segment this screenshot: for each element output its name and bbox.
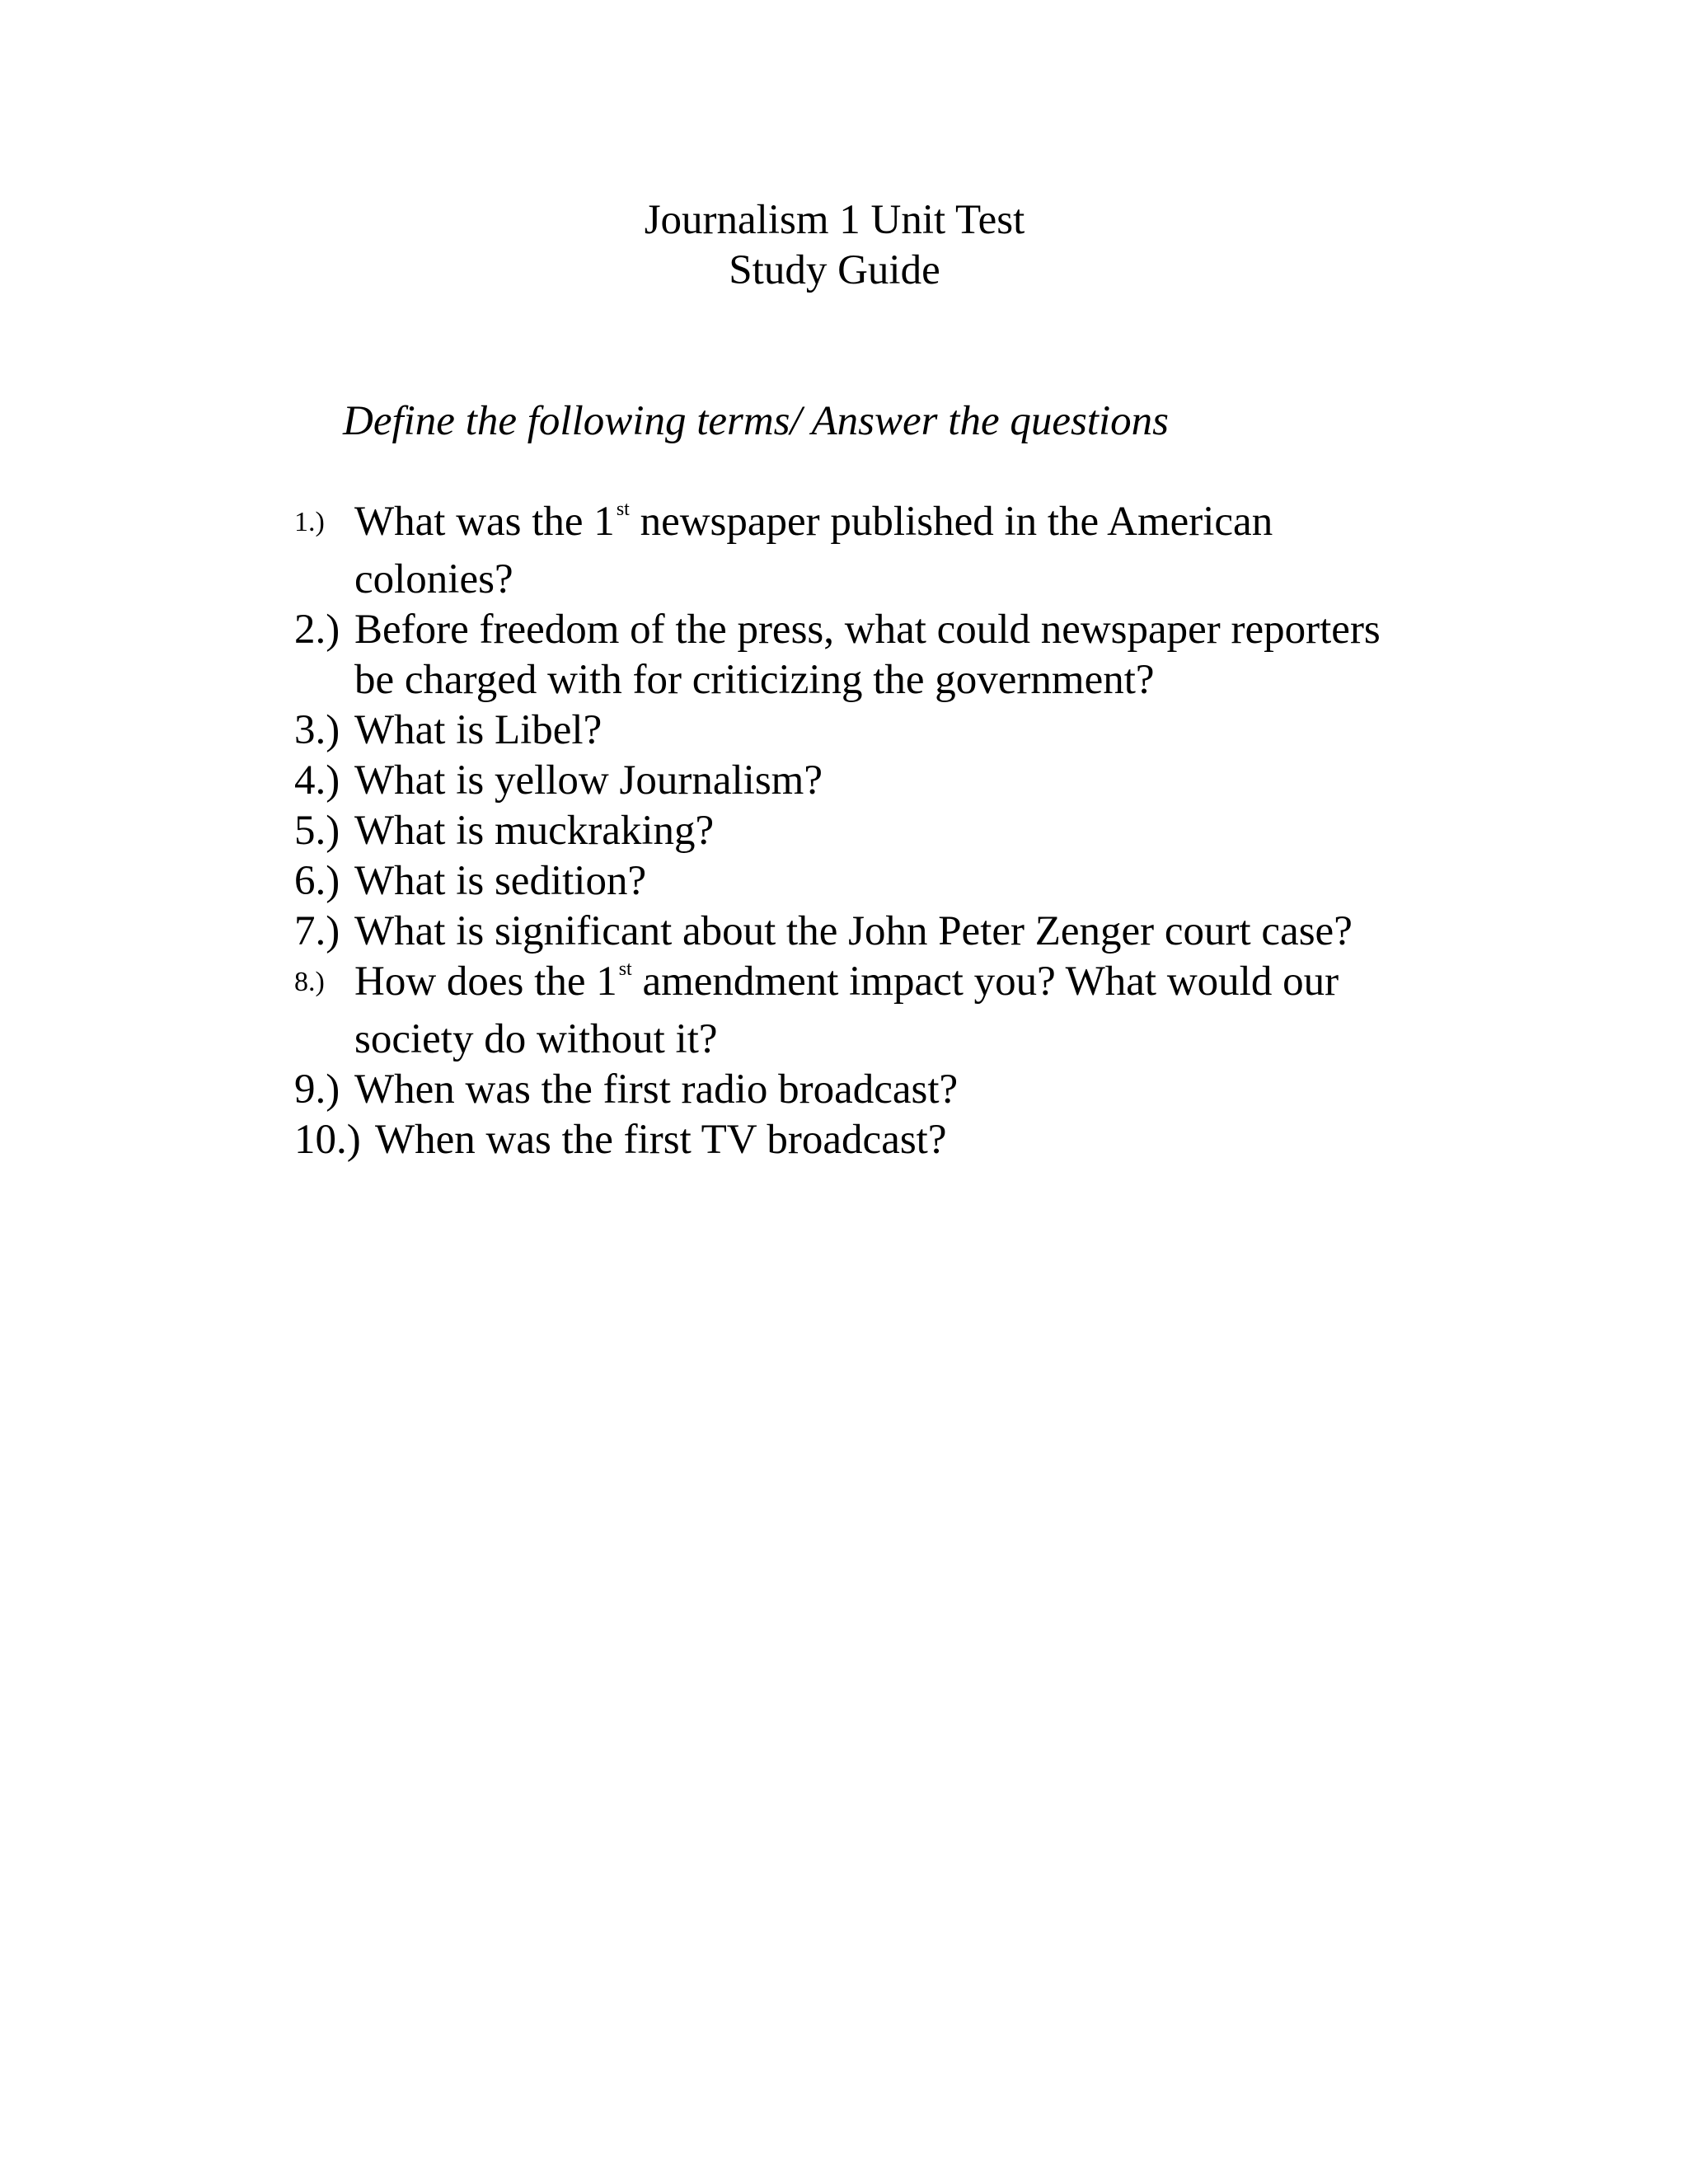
question-number: 2.): [294, 607, 340, 653]
question-text-line: What is sedition?: [354, 858, 647, 904]
question-number: 7.): [294, 908, 340, 954]
document-subtitle: Study Guide: [729, 247, 940, 293]
document-header: [0, 195, 1669, 296]
question-text-line: What is significant about the John Peter Zenger court case?: [354, 908, 1353, 954]
question-text-line: colonies?: [354, 556, 513, 602]
question-item-2: [294, 605, 1514, 705]
question-item-4: [294, 756, 1514, 806]
question-text-line: What is muckraking?: [354, 808, 715, 854]
question-item-9: [294, 1065, 1514, 1115]
question-number: 9.): [294, 1066, 340, 1113]
question-text-line: When was the first radio broadcast?: [354, 1066, 959, 1113]
question-text-line: How does the 1st amendment impact you? What would our: [354, 958, 1339, 1005]
question-number: 10.): [294, 1117, 361, 1163]
question-text-line: When was the first TV broadcast?: [375, 1117, 947, 1163]
ordinal-suffix: st: [618, 958, 632, 980]
instructions: Define the following terms/ Answer the questions: [343, 398, 1169, 444]
question-number: 1.): [294, 507, 325, 537]
question-text-line: What is yellow Journalism?: [354, 757, 823, 804]
question-number: 4.): [294, 757, 340, 804]
ordinal-suffix: st: [616, 499, 630, 520]
question-item-3: [294, 705, 1514, 756]
question-item-7: [294, 907, 1514, 957]
document-title: Journalism 1 Unit Test: [644, 197, 1025, 243]
question-number: 8.): [294, 967, 325, 997]
question-text-line: What is Libel?: [354, 707, 603, 753]
question-text-line: What was the 1st newspaper published in the American: [354, 499, 1273, 545]
question-text-line: be charged with for criticizing the government?: [354, 657, 1155, 703]
question-item-1: [294, 497, 1514, 605]
question-number: 6.): [294, 858, 340, 904]
question-item-6: [294, 856, 1514, 907]
question-text-line: Before freedom of the press, what could newspaper reporters: [354, 607, 1381, 653]
question-item-10: [294, 1115, 1514, 1165]
question-number: 3.): [294, 707, 340, 753]
question-item-8: [294, 957, 1514, 1065]
question-item-5: [294, 806, 1514, 856]
question-number: 5.): [294, 808, 340, 854]
question-text-line: society do without it?: [354, 1016, 718, 1062]
question-list: [294, 497, 1514, 1165]
